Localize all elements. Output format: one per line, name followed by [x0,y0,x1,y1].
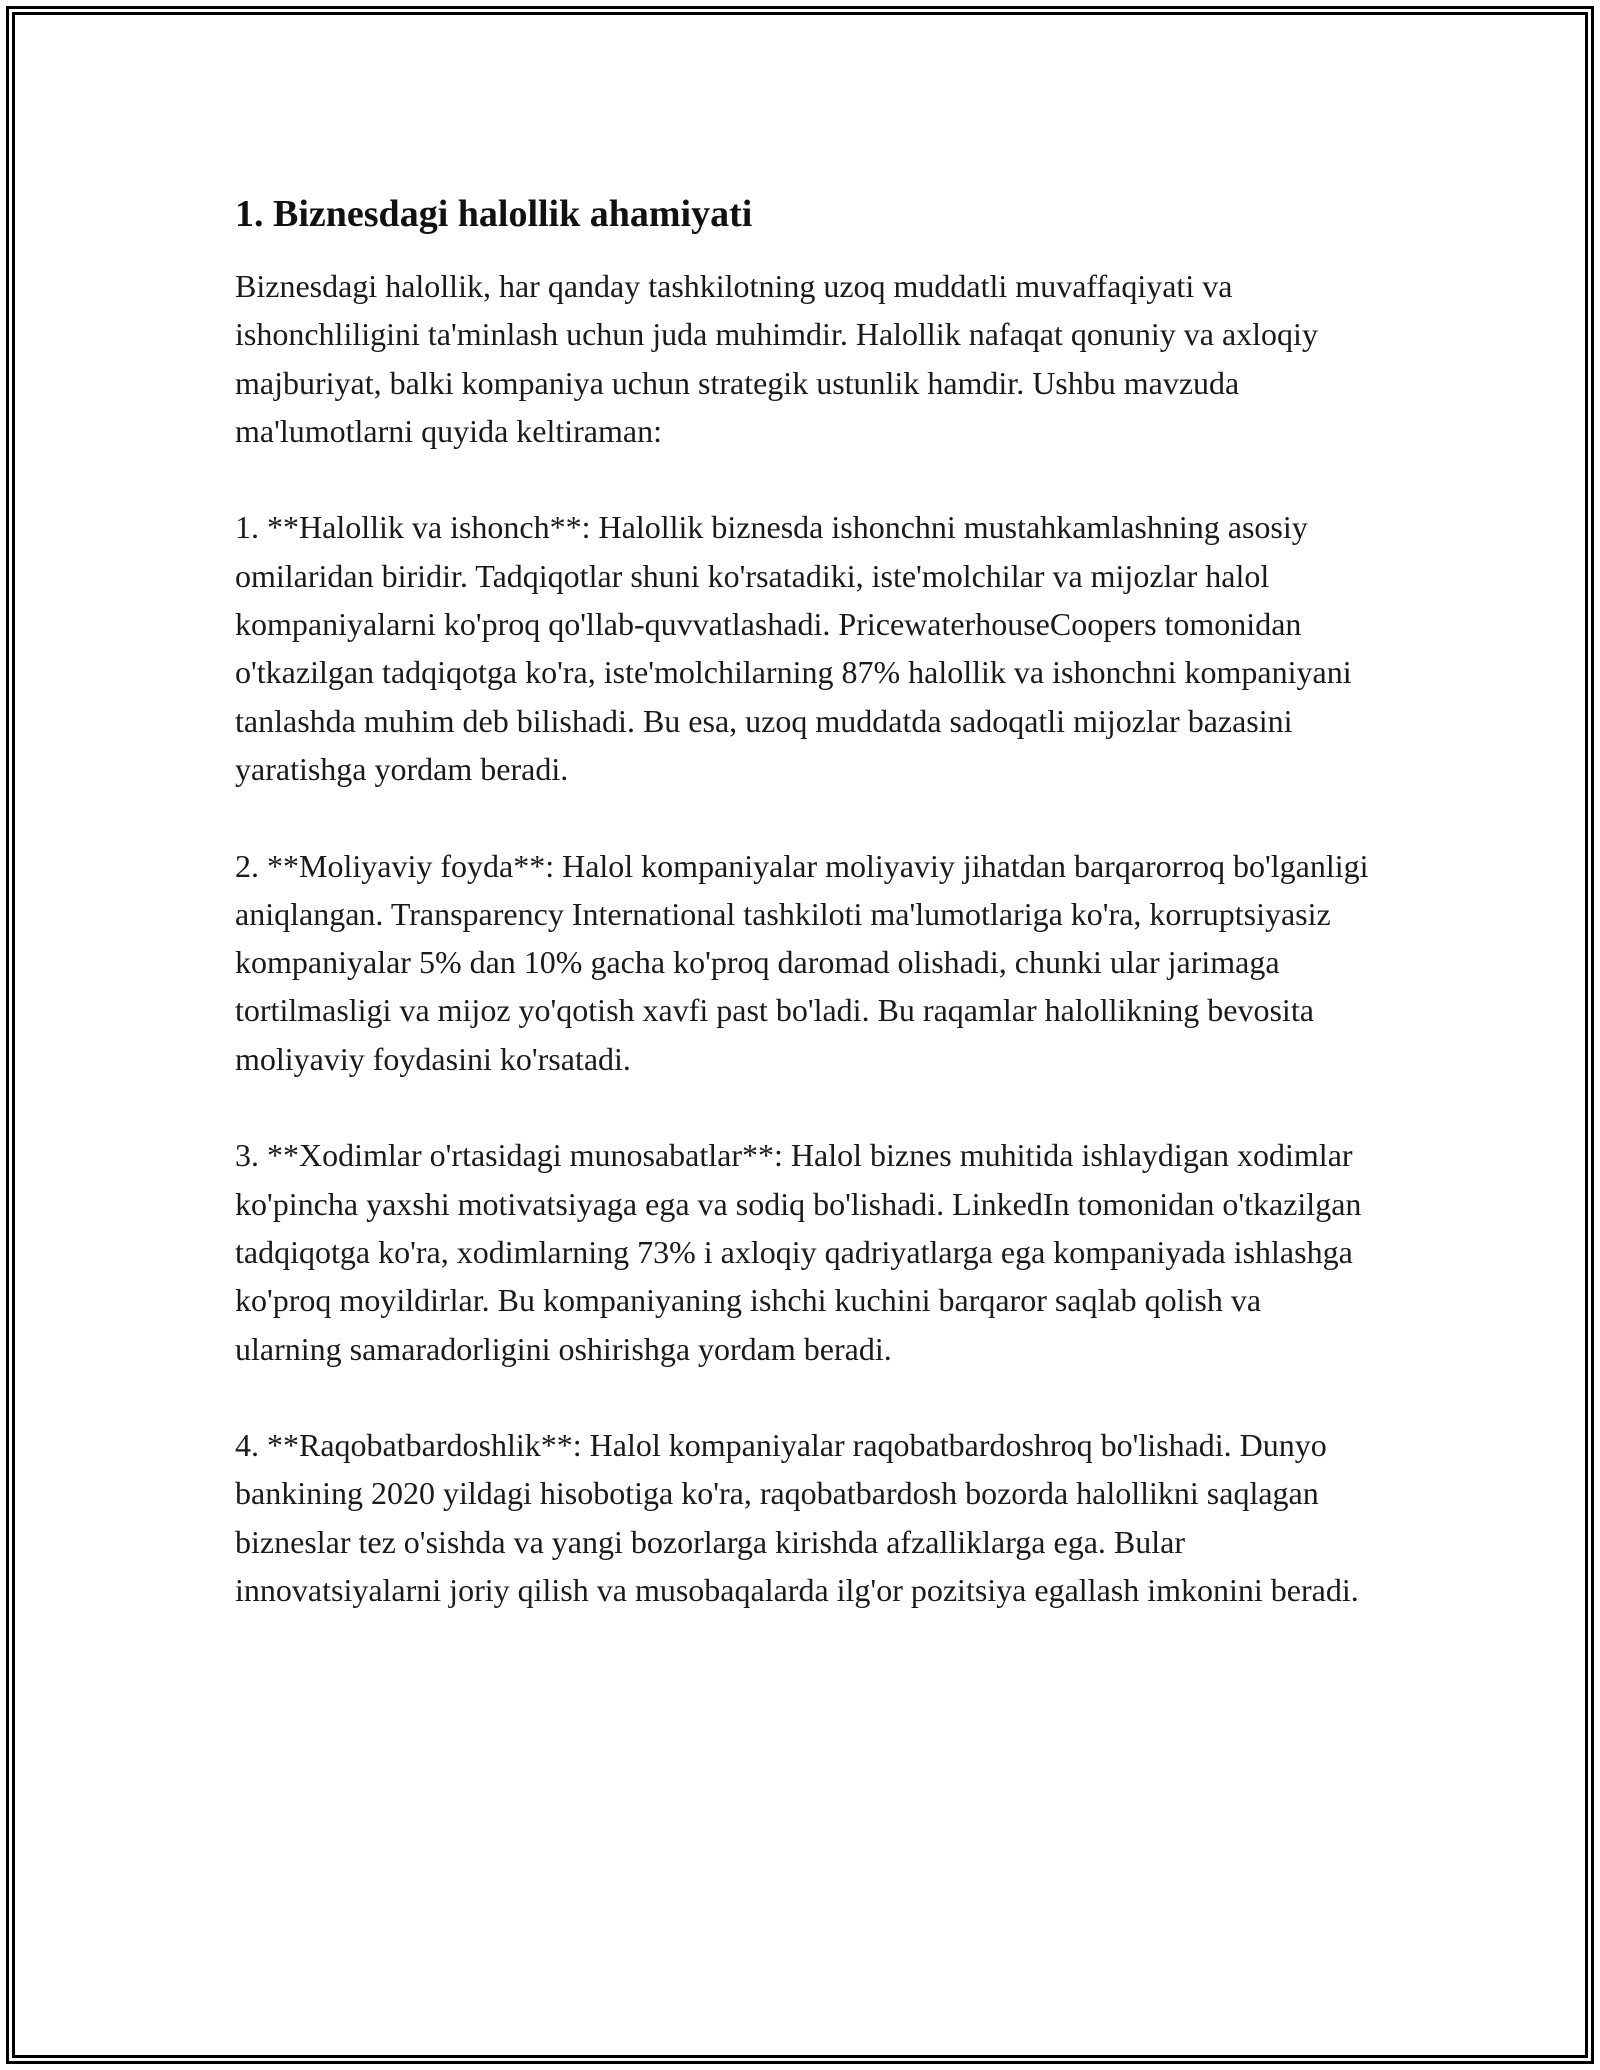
paragraph-financial-benefit: 2. **Moliyaviy foyda**: Halol kompaniyalar moliyaviy jihatdan barqarorroq bo'lganligi aniqlangan. Transparency International tashkiloti ma'lumotlariga ko'ra, korruptsiyasiz kompaniyalar 5% dan 10% gacha ko'proq daromad olishadi, chunki ular jarimaga tortilmasligi va mijoz yo'qotish xavfi past bo'ladi. Bu raqamlar halollikning bevosita moliyaviy foydasini ko'rsatadi. [235,847,1369,1077]
paragraph-competitiveness: 4. **Raqobatbardoshlik**: Halol kompaniyalar raqobatbardoshroq bo'lishadi. Dunyo bankining 2020 yildagi hisobotiga ko'ra, raqobatbardosh bozorda halollikni saqlagan bizneslar tez o'sishda va yangi bozorlarga kirishda afzalliklarga ega. Bular innovatsiyalarni joriy qilish va musobaqalarda ilg'or pozitsiya egallash imkonini beradi. [235,1427,1359,1609]
document-title: 1. Biznesdagi halollik ahamiyati [235,193,753,235]
paragraph-employee-relations: 3. **Xodimlar o'rtasidagi munosabatlar**: Halol biznes muhitida ishlaydigan xodimlar ko'pincha yaxshi motivatsiyaga ega va sodiq bo'lishadi. LinkedIn tomonidan o'tkazilgan tadqiqotga ko'ra, xodimlarning 73% i axloqiy qadriyatlarga ega kompaniyada ishlashga ko'proq moyildirlar. Bu kompaniyaning ishchi kuchini barqaror saqlab qolish va ularning samaradorligini oshirishga yordam beradi. [235,1137,1362,1367]
intro-paragraph: Biznesdagi halollik, har qanday tashkilotning uzoq muddatli muvaffaqiyati va ishonchliligini ta'minlash uchun juda muhimdir. Halollik nafaqat qonuniy va axloqiy majburiyat, balki kompaniya uchun strategik ustunlik hamdir. Ushbu mavzuda ma'lumotlarni quyida keltiraman: [235,268,1318,449]
paragraph-trust: 1. **Halollik va ishonch**: Halollik biznesda ishonchni mustahkamlashning asosiy omilaridan biridir. Tadqiqotlar shuni ko'rsatadiki, iste'molchilar va mijozlar halol kompaniyalarni ko'proq qo'llab-quvvatlashadi. PricewaterhouseCoopers tomonidan o'tkazilgan tadqiqotga ko'ra, iste'molchilarning 87% halollik va ishonchni kompaniyani tanlashda muhim deb bilishadi. Bu esa, uzoq muddatda sadoqatli mijozlar bazasini yaratishga yordam beradi. [235,509,1352,787]
document-body [235,188,1375,1663]
